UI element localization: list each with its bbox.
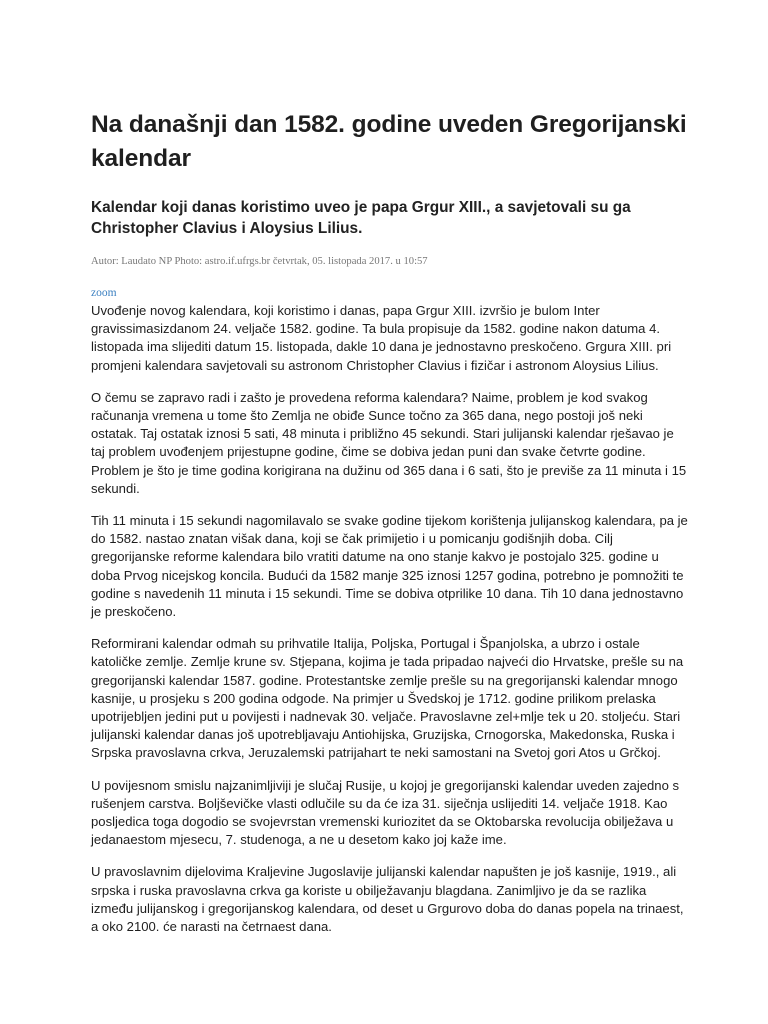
article-subtitle: Kalendar koji danas koristimo uveo je papa Grgur XIII., a savjetovali su ga Christopher Clavius i Aloysius Lilius. <box>91 199 631 237</box>
article-title: Na današnji dan 1582. godine uveden Gregorijanski kalendar <box>91 111 687 172</box>
paragraph-5: U povijesnom smislu najzanimljiviji je slučaj Rusije, u kojoj je gregorijanski kalendar uveden zajedno s rušenjem carstva. Boljševičke vlasti odlučile su da će iza 31. siječnja uslijediti 14. veljače 1918. Kao posljedica toga dogodio se svojevrstan vremenski kuriozitet da se Oktobarska revolucija obilježava u jedanaestom mjesecu, 7. studenoga, a ne u desetom kako joj kaže ime. <box>91 777 680 848</box>
paragraph-2: O čemu se zapravo radi i zašto je provedena reforma kalendara? Naime, problem je kod svakog računanja vremena u tome što Zemlja ne obiđe Sunce točno za 365 dana, nego postoji još neki ostatak. Taj ostatak iznosi 5 sati, 48 minuta i približno 45 sekundi. Stari julijanski kalendar rješavao je taj problem uvođenjem prijestupne godine, čime se dobiva jedan puni dan svake četvrte godine. Problem je što je time godina korigirana na dužinu od 365 dana i 6 sati, što je previše za 11 minuta i 15 sekundi. <box>91 389 687 496</box>
article <box>91 108 691 950</box>
article-body <box>91 302 691 936</box>
paragraph-1: Uvođenje novog kalendara, koji koristimo i danas, papa Grgur XIII. izvršio je bulom Inter gravissimasizdanom 24. veljače 1582. godine. Ta bula propisuje da 1582. godine nakon datuma 4. listopada ima slijediti datum 15. listopada, dakle 10 dana je jednostavno preskočeno. Grgura XIII. pri promjeni kalendara savjetovali su astronom Christopher Clavius i fizičar i astronom Aloysius Lilius. <box>91 303 672 373</box>
article-meta: Autor: Laudato NP Photo: astro.if.ufrgs.br četvrtak, 05. listopada 2017. u 10:57 <box>91 256 428 267</box>
zoom-link[interactable]: zoom <box>91 287 117 299</box>
paragraph-4: Reformirani kalendar odmah su prihvatile Italija, Poljska, Portugal i Španjolska, a ubrzo i ostale katoličke zemlje. Zemlje krune sv. Stjepana, kojima je tada pripadao najveći dio Hrvatske, prešle su na gregorijanski kalendar 1587. godine. Protestantske zemlje prešle su na gregorijanski kalendar mnogo kasnije, u prosjeku s 200 godina odgode. Na primjer u Švedskoj je 1712. godine prilikom prelaska upotrijebljen jedini put u povijesti i nadnevak 30. veljače. Pravoslavne zel+mlje tek u 20. stoljeću. Stari julijanski kalendar danas još upotrebljavaju Antiohijska, Gruzijska, Crnogorska, Makedonska, Ruska i Srpska pravoslavna crkva, Jeruzalemski patrijahart te neki samostani na Svetoj gori Atos u Grčkoj. <box>91 636 684 761</box>
paragraph-6: U pravoslavnim dijelovima Kraljevine Jugoslavije julijanski kalendar napušten je još kasnije, 1919., ali srpska i ruska pravoslavna crkva ga koriste u obilježavanju blagdana. Zanimljivo je da se razlika između julijanskog i gregorijanskog kalendara, od deset u Grgurovo doba do danas popela na trinaest, a oko 2100. će narasti na četrnaest dana. <box>91 864 684 935</box>
paragraph-3: Tih 11 minuta i 15 sekundi nagomilavalo se svake godine tijekom korištenja julijanskog kalendara, pa je do 1582. nastao znatan višak dana, koji se čak primijetio i u pomicanju godišnjih doba. Cilj gregorijanske reforme kalendara bilo vratiti datume na ono stanje kakvo je postojalo 325. godine u doba Prvog nicejskog koncila. Budući da 1582 manje 325 iznosi 1257 godina, potrebno je pomnožiti te godine s navedenih 11 minuta i 15 sekundi. Time se dobiva otprilike 10 dana. Tih 10 dana jednostavno je preskočeno. <box>91 513 688 620</box>
